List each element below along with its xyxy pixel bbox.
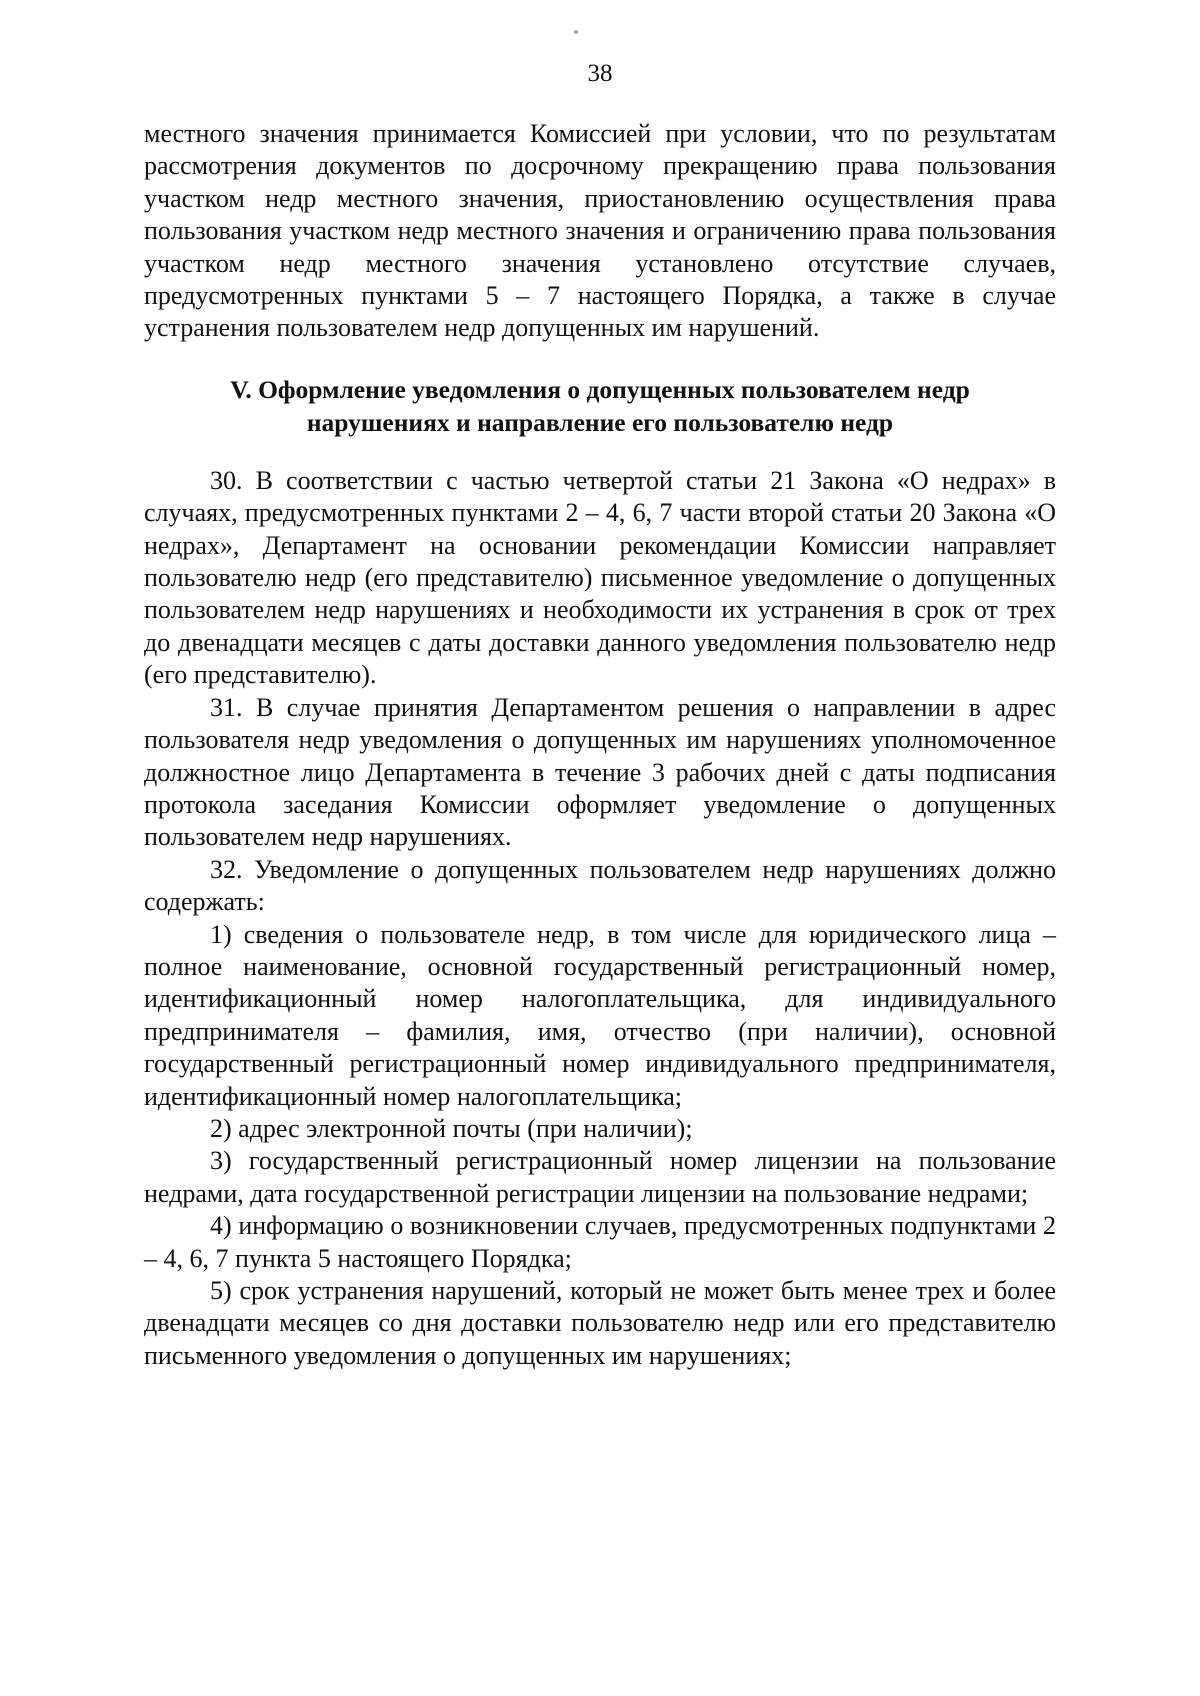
document-body xyxy=(144,118,1056,1372)
list-item-4: 4) информацию о возникновении случаев, предусмотренных подпунктами 2 – 4, 6, 7 пункта 5 настоящего Порядка; xyxy=(144,1211,1056,1273)
intro-paragraph: местного значения принимается Комиссией при условии, что по результатам рассмотрения документов по досрочному прекращению права пользования участком недр местного значения, приостановлению осуществления права пользования участком недр местного значения и ограничению права пользования участком недр местного значения установлено отсутствие случаев, предусмотренных пунктами 5 – 7 настоящего Порядка, а также в случае устранения пользователем недр допущенных им нарушений. xyxy=(144,119,1056,343)
list-item-3: 3) государственный регистрационный номер лицензии на пользование недрами, дата государственной регистрации лицензии на пользование недрами; xyxy=(144,1146,1056,1208)
list-item-2: 2) адрес электронной почты (при наличии); xyxy=(210,1113,693,1143)
paragraph-32: 32. Уведомление о допущенных пользователем недр нарушениях должно содержать: xyxy=(144,854,1056,917)
paragraph-30: 30. В соответствии с частью четвертой статьи 21 Закона «О недрах» в случаях, предусмотренных пунктами 2 – 4, 6, 7 части второй статьи 20 Закона «О недрах», Департамент на основании рекомендации Комиссии направляет пользователю недр (его представителю) письменное уведомление о допущенных пользователем недр нарушениях и необходимости их устранения в срок от трех до двенадцати месяцев с даты доставки данного уведомления пользователю недр (его представителю). xyxy=(144,465,1056,690)
list-item-5: 5) срок устранения нарушений, который не может быть менее трех и более двенадцати месяцев со дня доставки пользователю недр или его представителю письменного уведомления о допущенных им нарушениях; xyxy=(144,1276,1056,1370)
page-number: 38 xyxy=(587,60,613,87)
section-heading-line1: V. Оформление уведомления о допущенных пользователем недр xyxy=(230,374,970,404)
scan-speck xyxy=(574,30,578,34)
paragraph-31: 31. В случае принятия Департаментом решения о направлении в адрес пользователя недр уведомления о допущенных им нарушениях уполномоченное должностное лицо Департамента в течение 3 рабочих дней с даты подписания протокола заседания Комиссии оформляет уведомление о допущенных пользователем недр нарушениях. xyxy=(144,692,1056,852)
list-item-1: 1) сведения о пользователе недр, в том числе для юридического лица – полное наименование, основной государственный регистрационный номер, идентификационный номер налогоплательщика, для индивидуального предпринимателя – фамилия, имя, отчество (при наличии), основной государственный регистрационный номер индивидуального предпринимателя, идентификационный номер налогоплательщика; xyxy=(144,919,1056,1111)
section-heading xyxy=(144,373,1056,439)
section-heading-line2: нарушениях и направление его пользователю недр xyxy=(306,407,894,437)
